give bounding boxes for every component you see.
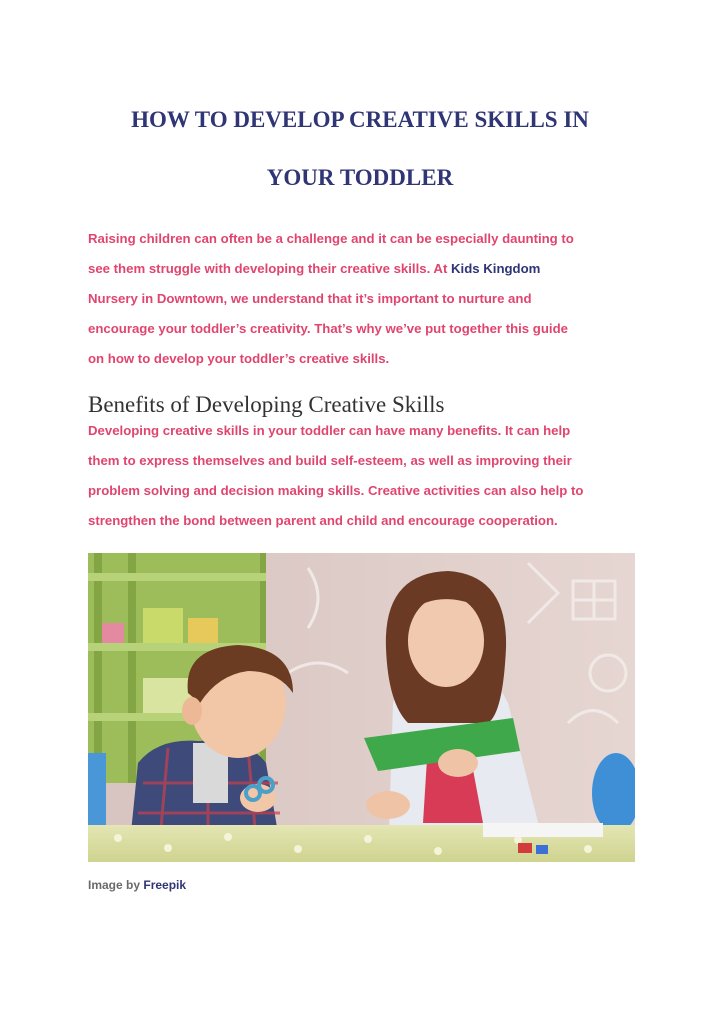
- intro-line-5: on how to develop your toddler’s creative skills.: [88, 351, 390, 366]
- benefits-line-3: problem solving and decision making skills. Creative activities can also help to: [88, 483, 584, 498]
- image-credit-prefix: Image by: [88, 878, 144, 892]
- benefits-line-2: them to express themselves and build self-esteem, as well as improving their: [88, 453, 572, 468]
- freepik-link[interactable]: Freepik: [143, 878, 187, 892]
- toddler-crafting-photo: [88, 553, 635, 862]
- benefits-line-1: Developing creative skills in your toddler can have many benefits. It can help: [88, 423, 571, 438]
- intro-line-2-text: see them struggle with developing their creative skills. At: [88, 261, 452, 276]
- intro-line-4: encourage your toddler’s creativity. That’s why we’ve put together this guide: [88, 321, 568, 336]
- benefits-paragraph: [88, 423, 648, 543]
- intro-line-3: Nursery in Downtown, we understand that it’s important to nurture and: [88, 291, 532, 306]
- intro-line-2: [88, 261, 648, 291]
- image-credit: [88, 878, 186, 892]
- intro-line-1: Raising children can often be a challenge and it can be especially daunting to: [88, 231, 574, 246]
- kids-kingdom-link[interactable]: Kids Kingdom: [451, 261, 541, 276]
- intro-paragraph: [88, 231, 648, 381]
- benefits-line-4: strengthen the bond between parent and child and encourage cooperation.: [88, 513, 558, 528]
- benefits-heading: Benefits of Developing Creative Skills: [88, 392, 445, 417]
- page-title-line-2: YOUR TODDLER: [266, 165, 454, 190]
- page-title-line-1: HOW TO DEVELOP CREATIVE SKILLS IN: [131, 107, 589, 132]
